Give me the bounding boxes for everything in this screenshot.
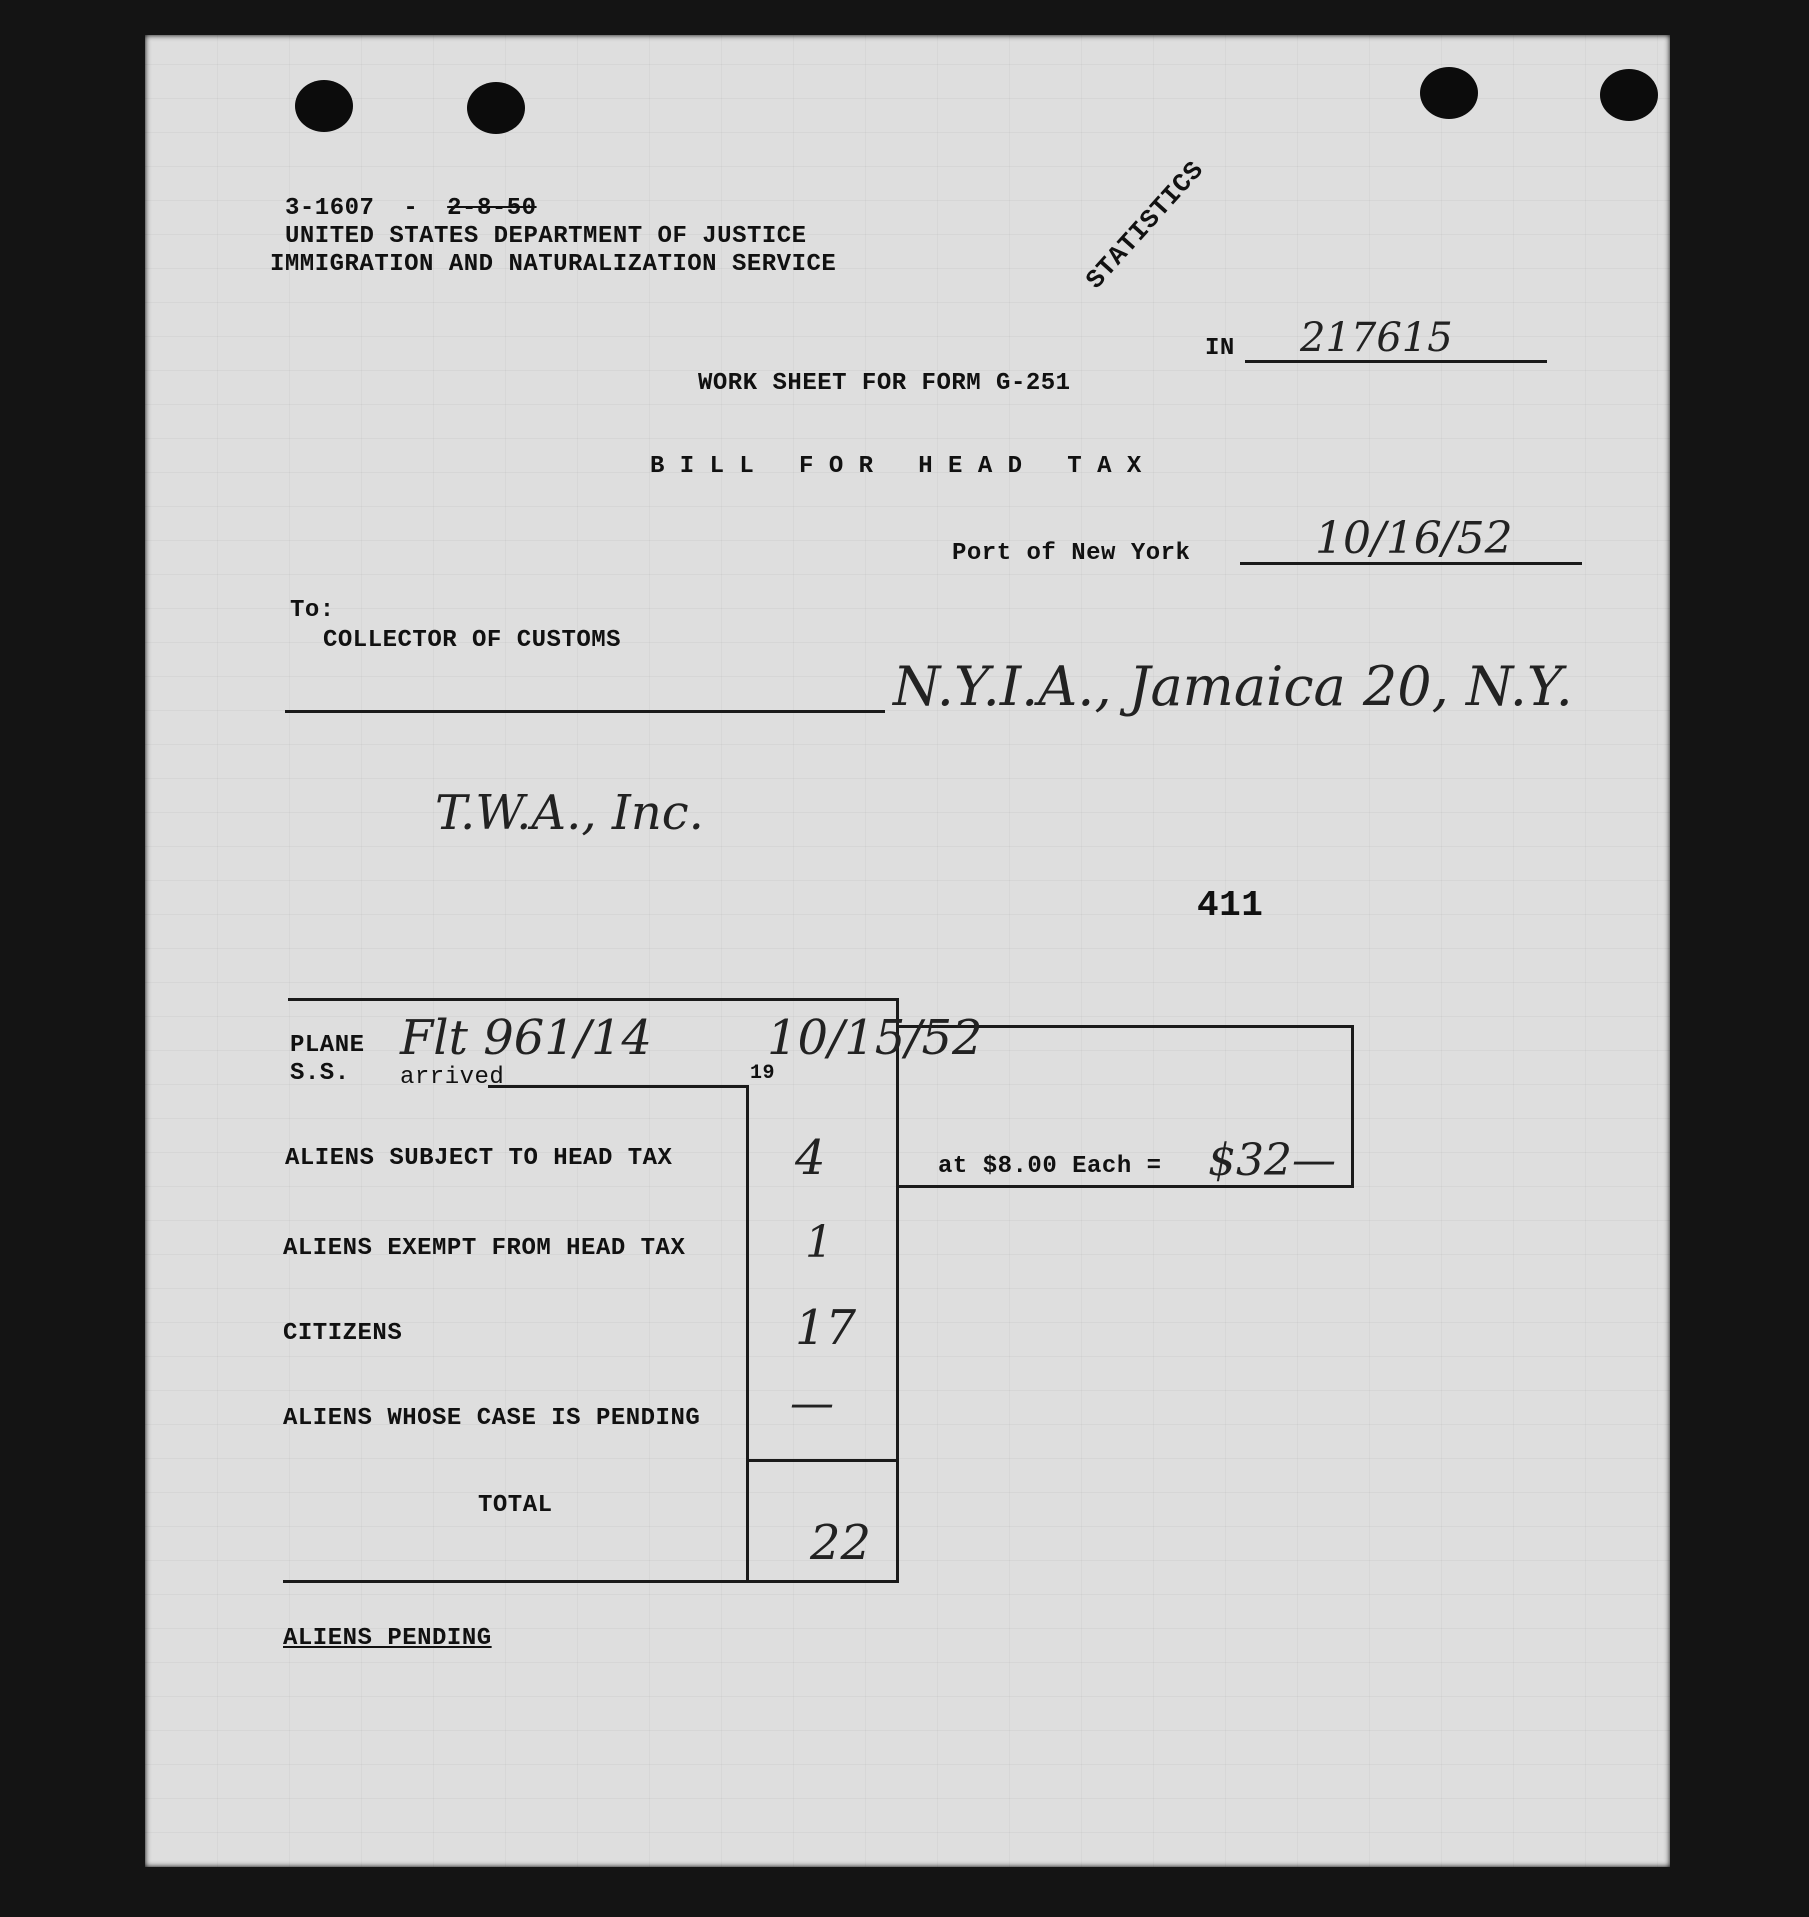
table-bottom-line <box>283 1580 899 1583</box>
row-label: ALIENS SUBJECT TO HEAD TAX <box>285 1145 673 1172</box>
form-date: 2-8-50 <box>447 195 537 222</box>
address-underline <box>285 710 885 713</box>
punch-hole <box>467 82 525 134</box>
carrier-handwritten: T.W.A., Inc. <box>435 785 704 841</box>
in-number: 217615 <box>1300 315 1453 361</box>
address-handwritten: N.Y.I.A., Jamaica 20, N.Y. <box>893 655 1573 718</box>
in-label: IN <box>1205 335 1235 362</box>
year-prefix: 19 <box>750 1062 776 1085</box>
row-label: CITIZENS <box>283 1320 403 1347</box>
department-name: UNITED STATES DEPARTMENT OF JUSTICE <box>285 223 807 250</box>
form-number: 3-1607 <box>285 195 375 222</box>
rate-text: at $8.00 Each = <box>938 1153 1162 1180</box>
statistics-stamp: STATISTICS <box>1080 155 1211 296</box>
form-number-line <box>285 195 537 222</box>
ss-label: S.S. <box>290 1060 350 1087</box>
code-number: 411 <box>1197 885 1264 926</box>
arrival-date: 10/15/52 <box>767 1010 983 1066</box>
document-page <box>145 35 1670 1867</box>
row-label: ALIENS EXEMPT FROM HEAD TAX <box>283 1235 686 1262</box>
row-value: 4 <box>795 1130 826 1186</box>
table-right-vline <box>896 998 899 1581</box>
row-value: 17 <box>795 1300 857 1356</box>
tax-amount: $32— <box>1208 1135 1336 1186</box>
flight-handwritten: Flt 961/14 <box>400 1010 653 1066</box>
table-inner-vline <box>746 1085 749 1581</box>
service-name: IMMIGRATION AND NATURALIZATION SERVICE <box>270 251 837 278</box>
port-date: 10/16/52 <box>1315 513 1513 564</box>
to-label: To: <box>290 597 335 624</box>
row-value: — <box>790 1378 834 1429</box>
arrived-underline <box>488 1085 748 1088</box>
punch-hole <box>295 80 353 132</box>
plane-label: PLANE <box>290 1032 365 1059</box>
form-dash: - <box>403 195 419 222</box>
rate-box-right <box>1351 1025 1354 1187</box>
table-top-line <box>288 998 898 1001</box>
collector-label: COLLECTOR OF CUSTOMS <box>323 627 622 654</box>
total-divider <box>746 1459 899 1462</box>
punch-hole <box>1420 67 1478 119</box>
port-label: Port of New York <box>952 540 1191 567</box>
form-title: WORK SHEET FOR FORM G-251 <box>698 370 1071 397</box>
arrived-label: arrived <box>400 1064 505 1091</box>
row-label: ALIENS WHOSE CASE IS PENDING <box>283 1405 701 1432</box>
form-subtitle: B I L L F O R H E A D T A X <box>650 453 1142 480</box>
punch-hole <box>1600 69 1658 121</box>
total-value: 22 <box>810 1515 872 1571</box>
row-value: 1 <box>805 1217 833 1268</box>
total-label: TOTAL <box>478 1492 553 1519</box>
aliens-pending-heading: ALIENS PENDING <box>283 1625 492 1652</box>
